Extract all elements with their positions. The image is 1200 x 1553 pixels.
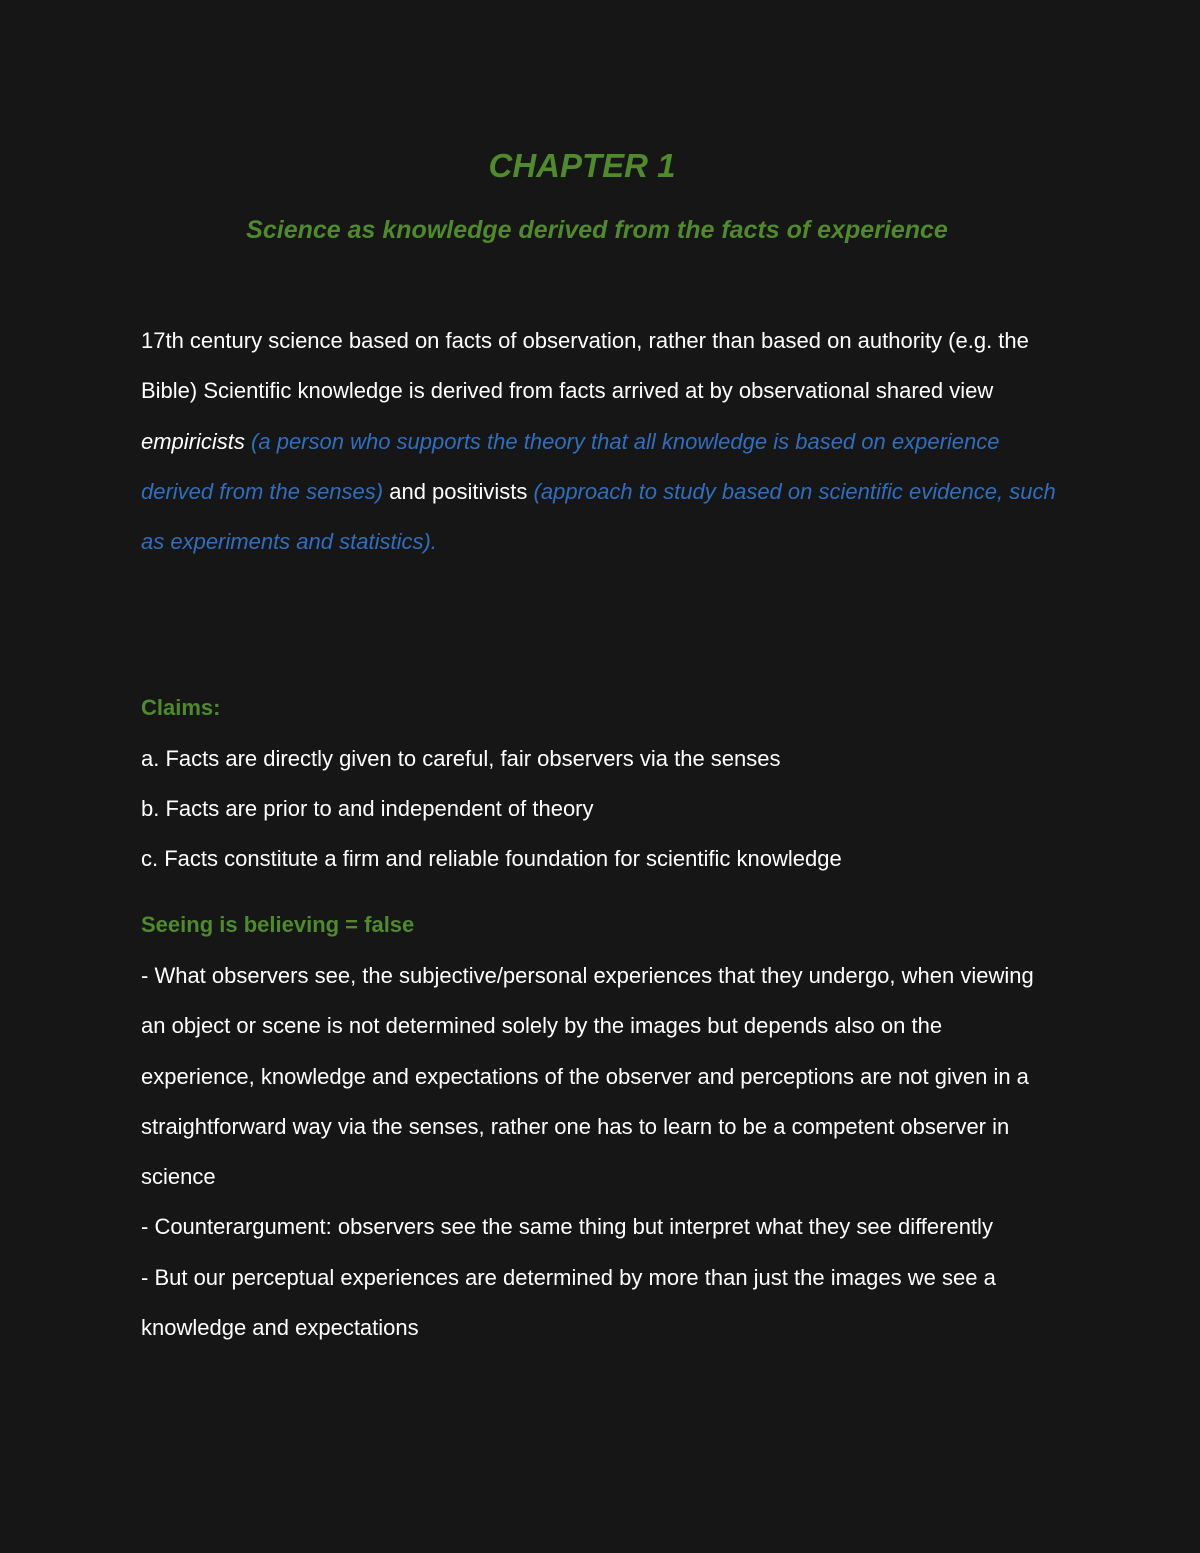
empiricists-definition: (a person who supports the theory that all knowledge is based on experience derived from the senses)	[141, 428, 1000, 504]
term-empiricists: empiricists	[141, 428, 245, 454]
positivists-definition: (approach to study based on scientific evidence, such as experiments and statistics).	[141, 478, 1056, 555]
seeing-points	[141, 951, 1061, 1353]
chapter-subtitle: Science as knowledge derived from the facts of experience	[246, 216, 948, 244]
intro-text-2: and positivists	[383, 478, 534, 504]
seeing-point-1: - What observers see, the subjective/personal experiences that they undergo, when viewing an object or scene is not determined solely by the images but depends also on the experience, knowledge and expectations of the observer and perceptions are not given in a straightforward way via the senses, rather one has to learn to be a competent observer in science	[141, 963, 1034, 1190]
chapter-title: CHAPTER 1	[488, 147, 676, 184]
claim-item-a: a. Facts are directly given to careful, fair observers via the senses	[141, 746, 781, 771]
seeing-point-3: - But our perceptual experiences are determined by more than just the images we see a knowledge and expectations	[141, 1264, 996, 1341]
intro-paragraph	[141, 316, 1061, 567]
claim-item-c: c. Facts constitute a firm and reliable foundation for scientific knowledge	[141, 846, 842, 871]
claims-heading: Claims:	[141, 695, 221, 720]
claims-list	[141, 734, 1061, 884]
intro-text-1: 17th century science based on facts of observation, rather than based on authority (e.g. the Bible) Scientific knowledge is derived from facts arrived at by observational shared view	[141, 328, 1029, 404]
seeing-heading: Seeing is believing = false	[141, 912, 415, 937]
claim-item-b: b. Facts are prior to and independent of theory	[141, 796, 594, 821]
seeing-point-2: - Counterargument: observers see the same thing but interpret what they see differently	[141, 1214, 993, 1240]
